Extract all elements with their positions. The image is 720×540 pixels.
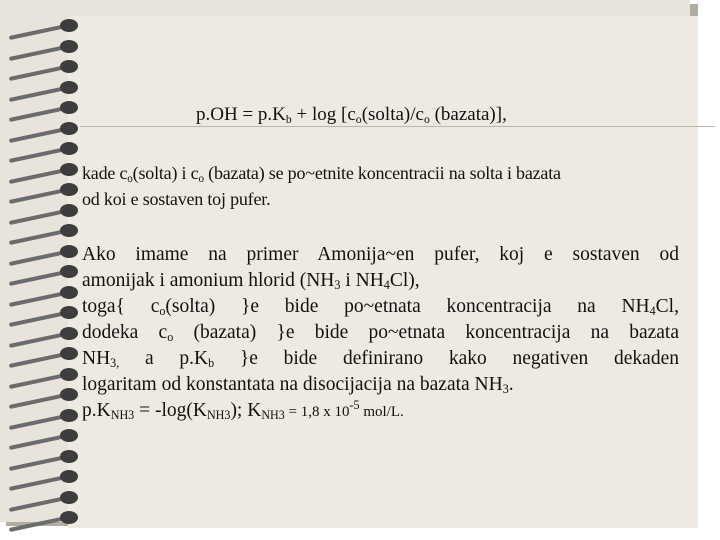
binding-hole [60, 60, 78, 73]
title-underline [80, 126, 715, 127]
formula-text: p.OH = p.K [196, 104, 286, 125]
binding-ring [8, 39, 80, 53]
binding-hole [60, 81, 78, 94]
binding-ring [8, 18, 80, 32]
formula-text: + log [c [291, 104, 356, 125]
subscript: NH3 [261, 408, 285, 422]
binding-ring [8, 387, 80, 401]
binding-ring [8, 264, 80, 278]
subscript: b [208, 356, 215, 370]
text: (solta) }e bide po~etnata koncentracija na NH [165, 296, 650, 317]
binding-ring [8, 121, 80, 135]
binding-ring [8, 326, 80, 340]
formula-line [196, 104, 507, 126]
text-line [82, 294, 679, 320]
subscript: NH3 [206, 408, 231, 422]
text-line [82, 242, 679, 268]
binding-ring [8, 367, 80, 381]
text: NH [82, 348, 111, 369]
text-line [82, 160, 682, 186]
subscript: o [159, 304, 166, 318]
subscript: b [285, 113, 292, 126]
subscript: 4 [649, 304, 656, 318]
binding-ring [8, 203, 80, 217]
binding-hole [60, 183, 78, 196]
text: Cl, [655, 296, 679, 317]
example-paragraph [82, 242, 679, 425]
subscript: 4 [383, 278, 390, 292]
binding-hole [60, 204, 78, 217]
subscript: NH3 [110, 408, 135, 422]
text-line [82, 372, 679, 398]
subscript: 3, [110, 356, 120, 370]
binding-wire [9, 516, 67, 532]
text: amonijak i amonium hlorid (NH [82, 270, 335, 291]
text: ); K [230, 400, 262, 421]
subscript: o [355, 113, 362, 126]
text-line [82, 346, 679, 372]
binding-hole [60, 245, 78, 258]
subscript: o [167, 330, 174, 344]
binding-hole [60, 327, 78, 340]
binding-hole [60, 409, 78, 422]
binding-hole [60, 491, 78, 504]
text-line [82, 186, 682, 212]
text: a p.K [119, 348, 209, 369]
text: (solta) i c [132, 163, 199, 183]
binding-hole [60, 19, 78, 32]
text: i NH [340, 270, 384, 291]
text: mol/L. [359, 404, 404, 420]
formula-text: (bazata)], [429, 104, 507, 125]
binding-hole [60, 450, 78, 463]
binding-ring [8, 305, 80, 319]
binding-ring [8, 285, 80, 299]
text-line [82, 398, 679, 425]
binding-ring [8, 449, 80, 463]
superscript: -5 [349, 398, 360, 412]
binding-hole [60, 368, 78, 381]
text-line [82, 320, 679, 346]
binding-hole [60, 470, 78, 483]
binding-hole [60, 224, 78, 237]
text: toga{ c [82, 296, 160, 317]
binding-ring [8, 510, 80, 524]
text: logaritam od konstantata na disocijacija na bazata NH [82, 374, 503, 395]
text: Ako imame na primer Amonija~en pufer, koj e sostaven od [82, 244, 679, 265]
binding-hole [60, 40, 78, 53]
subscript: o [127, 173, 133, 185]
binding-ring [8, 100, 80, 114]
binding-hole [60, 306, 78, 319]
spiral-binding [0, 0, 82, 540]
binding-hole [60, 122, 78, 135]
binding-ring [8, 80, 80, 94]
binding-ring [8, 141, 80, 155]
binding-ring [8, 490, 80, 504]
binding-hole [60, 429, 78, 442]
binding-hole [60, 265, 78, 278]
text: = -log(K [134, 400, 207, 421]
binding-hole [60, 101, 78, 114]
binding-hole [60, 388, 78, 401]
binding-hole [60, 163, 78, 176]
formula-text: (solta)/c [361, 104, 424, 125]
binding-ring [8, 428, 80, 442]
text: = 1,8 x 10 [284, 404, 350, 420]
text: (bazata) se po~etnite koncentracii na solta i bazata [203, 163, 561, 183]
explanation-paragraph [82, 160, 682, 212]
text: (bazata) }e bide po~etnata koncentracija na bazata [173, 322, 679, 343]
binding-ring [8, 59, 80, 73]
text: dodeka c [82, 322, 168, 343]
binding-hole [60, 347, 78, 360]
text-line [82, 268, 679, 294]
binding-ring [8, 469, 80, 483]
subscript: 3 [502, 382, 509, 396]
binding-ring [8, 346, 80, 360]
binding-hole [60, 511, 78, 524]
binding-ring [8, 182, 80, 196]
binding-hole [60, 286, 78, 299]
subscript: o [198, 173, 204, 185]
binding-ring [8, 223, 80, 237]
subscript: o [423, 113, 430, 126]
text: p.K [82, 400, 111, 421]
text: }e bide definirano kako negativen dekaden [214, 348, 679, 369]
text: kade c [82, 163, 128, 183]
binding-ring [8, 244, 80, 258]
binding-ring [8, 162, 80, 176]
binding-hole [60, 142, 78, 155]
text: . [508, 374, 514, 395]
text: Cl), [389, 270, 420, 291]
subscript: 3 [334, 278, 341, 292]
text: od koi e sostaven toj pufer. [82, 189, 271, 209]
binding-ring [8, 408, 80, 422]
